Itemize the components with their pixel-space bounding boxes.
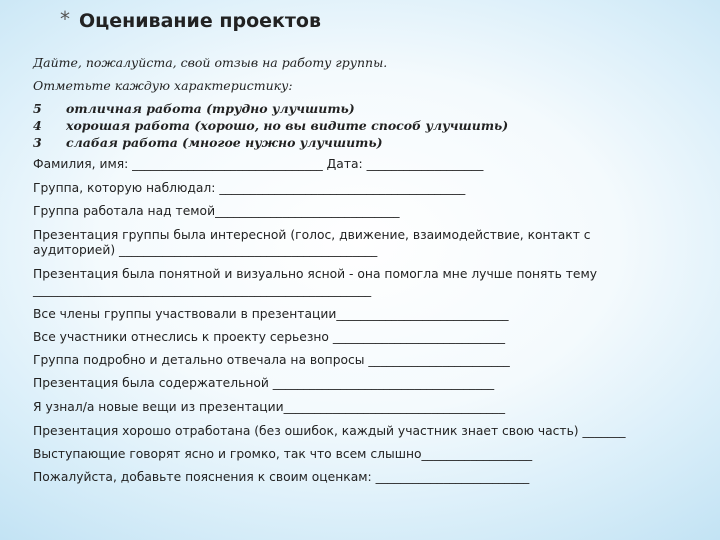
- name-date-field[interactable]: Фамилия, имя: _______________________________ Дата: ___________________: [33, 157, 484, 171]
- seriousness-field[interactable]: Все участники отнеслись к проекту серьезно ____________________________: [33, 330, 506, 344]
- scale-description: слабая работа (многое нужно улучшить): [66, 135, 383, 150]
- scale-number: 4: [33, 118, 42, 133]
- instruction-text: Отметьте каждую характеристику:: [33, 78, 293, 93]
- observed-group-field[interactable]: Группа, которую наблюдал: ________________________________________: [33, 181, 466, 195]
- clear-field[interactable]: _______________________________________________________: [33, 283, 372, 297]
- scale-number: 3: [33, 135, 42, 150]
- learned-field[interactable]: Я узнал/а новые вещи из презентации____________________________________: [33, 400, 505, 414]
- intro-text: Дайте, пожалуйста, свой отзыв на работу группы.: [33, 55, 388, 70]
- interesting-question: Презентация группы была интересной (голос, движение, взаимодействие, контакт с: [33, 228, 591, 242]
- speakers-field[interactable]: Выступающие говорят ясно и громко, так что всем слышно__________________: [33, 447, 533, 461]
- page-title: Оценивание проектов: [79, 10, 321, 32]
- scale-number: 5: [33, 101, 42, 116]
- participation-field[interactable]: Все члены группы участвовали в презентации____________________________: [33, 307, 509, 321]
- interesting-field[interactable]: аудиторией) __________________________________________: [33, 243, 378, 257]
- star-icon: *: [60, 7, 70, 31]
- scale-description: отличная работа (трудно улучшить): [66, 101, 355, 116]
- topic-field[interactable]: Группа работала над темой______________________________: [33, 204, 400, 218]
- scale-description: хорошая работа (хорошо, но вы видите способ улучшить): [66, 118, 509, 133]
- rehearsed-field[interactable]: Презентация хорошо отработана (без ошибок, каждый участник знает свою часть) _______: [33, 424, 626, 438]
- clear-question: Презентация была понятной и визуально ясной - она помогла мне лучше понять тему: [33, 267, 598, 281]
- questions-field[interactable]: Группа подробно и детально отвечала на вопросы _______________________: [33, 353, 510, 367]
- content-field[interactable]: Презентация была содержательной ____________________________________: [33, 376, 495, 390]
- comments-field[interactable]: Пожалуйста, добавьте пояснения к своим оценкам: _________________________: [33, 470, 530, 484]
